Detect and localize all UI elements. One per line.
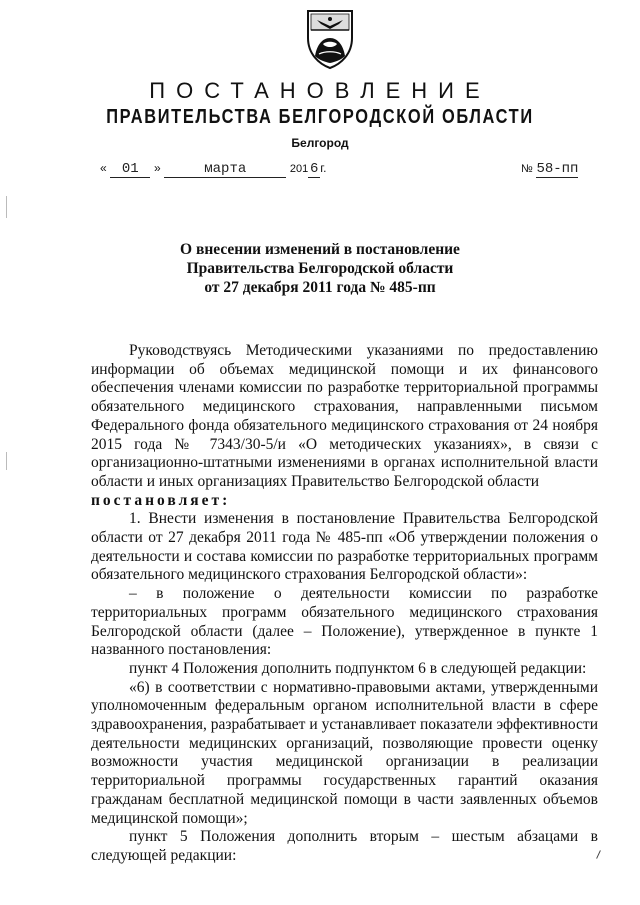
city-name: Белгород <box>291 136 349 150</box>
decree-word: постановляет: <box>91 491 231 509</box>
date-year-prefix: 201 <box>289 163 309 175</box>
point-4-paragraph: пункт 4 Положения дополнить подпунктом 6 в следующей редакции: <box>129 659 587 677</box>
document-title <box>0 240 640 297</box>
title-line-3: от 27 декабря 2011 года № 485-пп <box>204 279 436 296</box>
point-5-paragraph: пункт 5 Положения дополнить вторым – шестым абзацами в следующей редакции: <box>91 828 598 864</box>
clause-amendment-paragraph: – в положение о деятельности комиссии по разработке территориальных программ обязательного медицинского страхования Белгородской области (далее – Положение), утвержденное в пункте 1 названного постановления: <box>91 585 598 659</box>
title-line-2: Правительства Белгородской области <box>186 260 454 277</box>
number-value: 58-пп <box>536 161 579 177</box>
number-sign: № <box>521 163 533 175</box>
scan-margin-mark <box>6 452 7 470</box>
issuing-authority-heading: ПРАВИТЕЛЬСТВА БЕЛГОРОДСКОЙ ОБЛАСТИ <box>106 106 534 128</box>
document-number <box>521 160 578 178</box>
coat-of-arms-emblem <box>303 8 357 70</box>
document-date <box>100 160 326 178</box>
date-day: 01 <box>110 161 150 178</box>
title-line-1: О внесении изменений в постановление <box>180 241 460 258</box>
date-year-suffix: г. <box>320 161 327 175</box>
document-body <box>91 342 598 866</box>
preamble-paragraph: Руководствуясь Методическими указаниями по предоставлению информации об объемах медицинской помощи и их финансового обеспечения членами комиссии по разработке территориальной программы обязательного медицинского страхования, направленными письмом Федерального фонда обязательного медицинского страхования от 24 ноября 2015 года № 7343/30-5/и «О методических указаниях», в связи с организационно-штатными изменениями в органах исполнительной власти области и иных организациях Правительство Белгородской области <box>91 342 598 490</box>
document-type-heading: ПОСТАНОВЛЕНИЕ <box>149 78 491 103</box>
date-quote-close: » <box>153 161 161 175</box>
scan-margin-mark <box>6 196 7 218</box>
date-month: марта <box>164 161 286 178</box>
date-year-digit: 6 <box>310 161 319 177</box>
subpoint-6-paragraph: «6) в соответствии с нормативно-правовыми актами, утвержденными уполномоченным федеральным органом исполнительной власти в сфере здравоохранения, разрабатывает и устанавливает показатели эффективности деятельности медицинских организаций, позволяющие провести оценку возможности участия медицинской организации в реализации территориальной программы государственных гарантий оказания гражданам бесплатной медицинской помощи в части заявленных объемов медицинской помощи»; <box>91 678 598 827</box>
clause-1-paragraph: 1. Внести изменения в постановление Правительства Белгородской области от 27 декабря 2011 года № 485-пп «Об утверждении положения о деятельности и состава комиссии по разработке территориальных программ обязательного медицинского страхования Белгородской области»: <box>91 510 598 584</box>
date-quote-open: « <box>100 161 107 175</box>
